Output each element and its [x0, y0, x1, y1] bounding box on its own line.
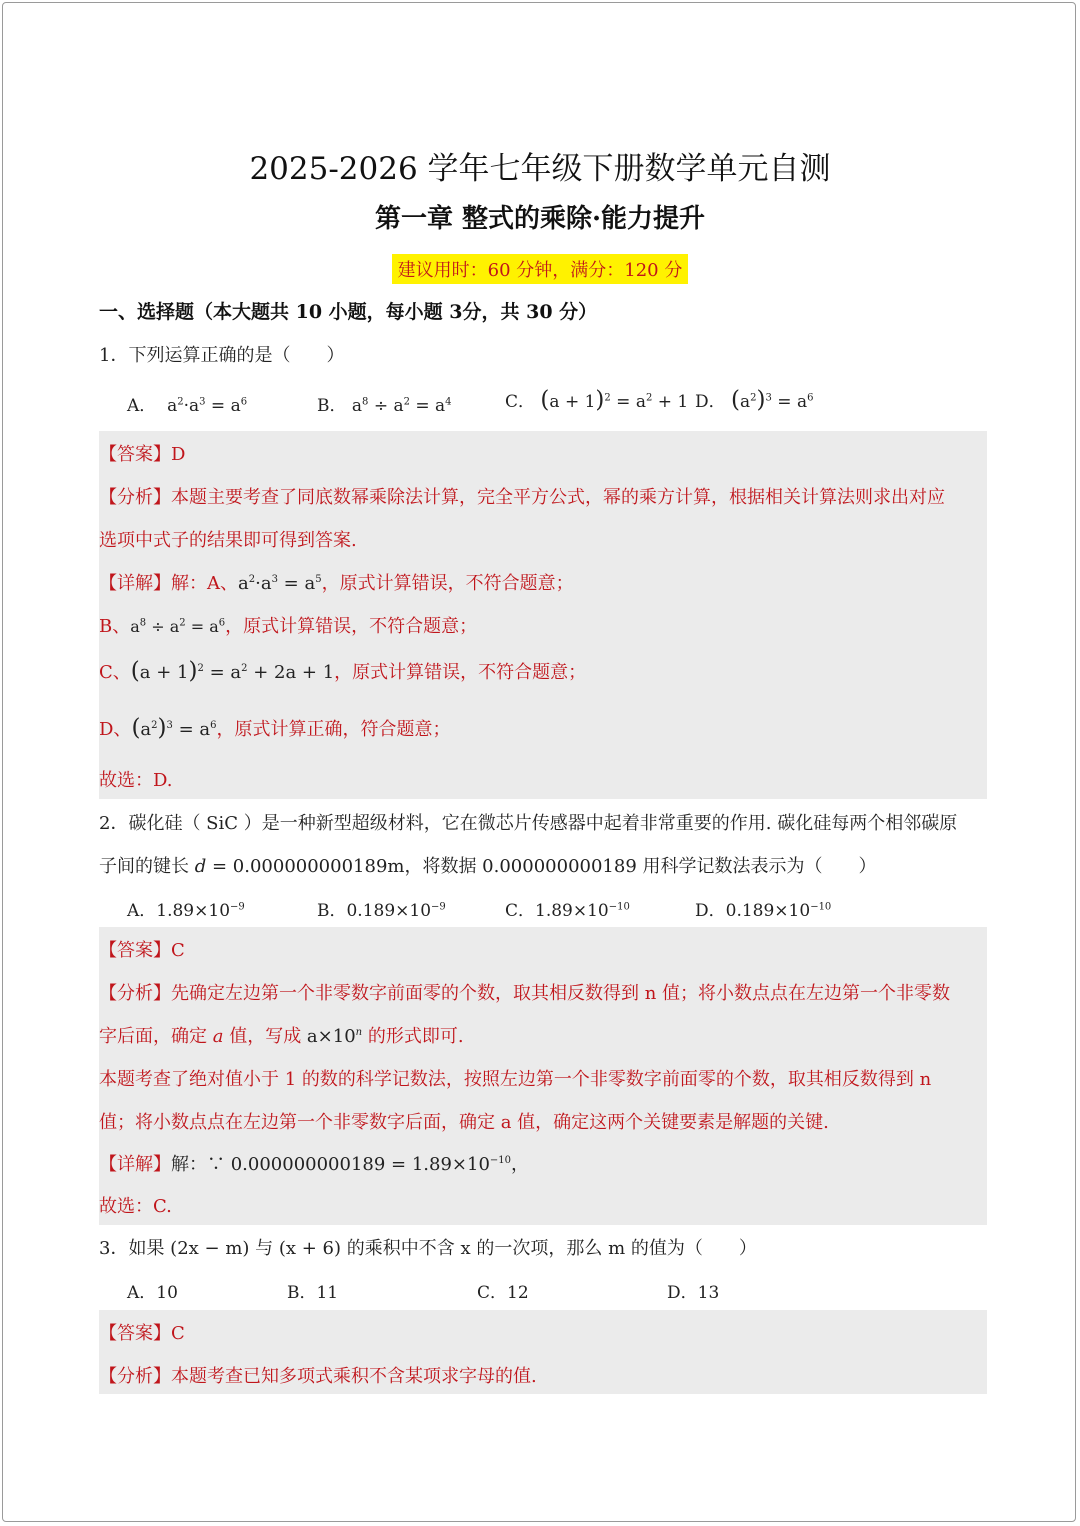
q3-option-c: C．12 [477, 1283, 529, 1303]
section-heading: 一、选择题（本大题共 10 小题，每小题 3分，共 30 分） [99, 301, 598, 323]
exam-page [2, 2, 1076, 1522]
q1-option-d-formula: $(a^2)^3 = a^6$ [731, 387, 814, 413]
q1-option-d [695, 387, 813, 413]
q2-choose: 故选：C. [99, 1196, 172, 1217]
q1-detail-a-prefix: 解：A、 [171, 573, 238, 594]
q2-analysis-line-1 [99, 979, 950, 1005]
q1-option-a-formula: $a^2\cdot a^3 = a^6$ [161, 396, 248, 416]
q1-option-b-formula: $a^8 \div a^2 = a^4$ [351, 396, 452, 416]
q2-form [307, 1026, 362, 1047]
q2-answer: 【答案】C [99, 940, 185, 961]
q3-option-b: B．11 [287, 1283, 339, 1303]
q2-option-b-exp: −9 [431, 901, 446, 913]
q3-analysis [99, 1362, 537, 1388]
q1-stem: 1．下列运算正确的是（ ） [99, 345, 345, 366]
q2-stem-line-2 [99, 852, 877, 878]
q3-answer: 【答案】C [99, 1323, 185, 1344]
q1-detail-c-prefix: C、 [99, 662, 131, 683]
q2-stem-2b: = 0.000000000189m，将数据 0.000000000189 用科学记数法表示为（ ） [206, 856, 877, 877]
q3-option-d: D．13 [667, 1283, 720, 1303]
q2-option-a [127, 896, 245, 921]
q2-option-c-text: C．1.89×10 [505, 901, 609, 921]
q3-analysis-tag: 【分析】 [99, 1366, 171, 1387]
q2-option-a-text: A．1.89×10 [127, 901, 231, 921]
q1-detail-c [99, 658, 586, 684]
q3-option-a: A．10 [127, 1283, 178, 1303]
q1-option-a-label: A． [127, 396, 157, 416]
q1-detail-a [99, 569, 574, 595]
q2-detail-tag: 【详解】 [99, 1154, 171, 1175]
q1-answer: 【答案】D [99, 444, 186, 465]
q2-analysis-2c: 的形式即可. [362, 1026, 464, 1047]
q1-detail-d-prefix: D、 [99, 719, 132, 740]
q3-stem: 3．如果 (2x − m) 与 (x + 6) 的乘积中不含 x 的一次项，那么 m 的值为（ ） [99, 1238, 757, 1259]
q1-detail-d-note: ，原式计算正确，符合题意； [216, 719, 451, 740]
q1-option-c-formula: $(a + 1)^2 = a^2 + 1$ [540, 387, 689, 413]
q2-detail-exp: −10 [489, 1155, 512, 1166]
q2-option-d [695, 896, 831, 921]
q1-detail-a-formula: $a^2\cdot a^3 = a^5$ [238, 573, 322, 594]
q1-detail-d-formula: $(a^2)^3 = a^6$ [131, 715, 217, 741]
q1-analysis-text-1: 本题主要考查了同底数幂乘除法计算，完全平方公式，幂的乘方计算，根据相关计算法则求出对应 [171, 487, 945, 508]
q1-detail-c-formula: $(a + 1)^2 = a^2 + 2a + 1$ [130, 658, 335, 684]
q2-note-line-1: 本题考查了绝对值小于 1 的数的科学记数法，按照左边第一个非零数字前面零的个数，取其相反数得到 n [99, 1069, 932, 1090]
q2-detail-formula [171, 1154, 529, 1175]
time-note: 建议用时：60 分钟，满分：120 分 [392, 254, 689, 284]
q2-note-line-2: 值；将小数点点在左边第一个非零数字后面，确定 a 值，确定这两个关键要素是解题的关键. [99, 1112, 829, 1133]
q1-detail-c-note: ，原式计算错误，不符合题意； [334, 662, 587, 683]
q2-option-b [317, 896, 446, 921]
q2-stem-line-1: 2．碳化硅（ SiC ）是一种新型超级材料，它在微芯片传感器中起着非常重要的作用. 碳化硅每两个相邻碳原 [99, 813, 958, 834]
q1-option-d-label: D． [695, 392, 726, 412]
q1-option-c [505, 387, 688, 413]
q1-detail-tag: 【详解】 [99, 573, 171, 594]
q1-analysis-line-2: 选项中式子的结果即可得到答案. [99, 530, 357, 551]
q3-analysis-text: 本题考查已知多项式乘积不含某项求字母的值. [171, 1366, 537, 1387]
q2-var-d: d [194, 856, 207, 877]
q1-option-b [317, 391, 452, 416]
q1-analysis-tag: 【分析】 [99, 487, 171, 508]
q1-detail-b-note: ，原式计算错误，不符合题意； [225, 616, 478, 637]
q2-detail [99, 1150, 529, 1176]
q2-option-b-text: B．0.189×10 [317, 901, 432, 921]
q2-analysis-tag: 【分析】 [99, 983, 171, 1004]
q1-option-a [127, 391, 247, 416]
q2-detail-end: ， [511, 1154, 530, 1175]
q2-analysis-2a: 字后面，确定 [99, 1026, 213, 1047]
time-note-wrap [3, 254, 1077, 284]
doc-title: 2025-2026 学年七年级下册数学单元自测 [249, 151, 831, 187]
q2-analysis-line-2 [99, 1022, 464, 1048]
doc-subtitle: 第一章 整式的乘除·能力提升 [374, 204, 706, 234]
q1-detail-d [99, 715, 451, 741]
q2-option-a-exp: −9 [230, 901, 245, 913]
q1-detail-a-note: ，原式计算错误，不符合题意； [321, 573, 574, 594]
q2-var-a: a [212, 1026, 224, 1047]
q2-detail-text: 解：∵ 0.000000000189 = 1.89×10 [171, 1154, 490, 1175]
q1-option-b-label: B． [317, 396, 347, 416]
q1-analysis-line-1 [99, 483, 945, 509]
q1-choose: 故选：D. [99, 770, 173, 791]
q2-option-d-text: D．0.189×10 [695, 901, 811, 921]
q2-analysis-text-1: 先确定左边第一个非零数字前面零的个数，取其相反数得到 n 值；将小数点点在左边第一个非零数 [171, 983, 951, 1004]
q2-analysis-2b: 值，写成 [223, 1026, 307, 1047]
q2-form-exp: n [355, 1027, 363, 1038]
q2-form-base: a×10 [306, 1026, 356, 1047]
q2-option-d-exp: −10 [810, 901, 832, 913]
q2-option-c [505, 896, 630, 921]
q1-detail-b [99, 612, 477, 638]
q2-stem-2a: 子间的键长 [99, 856, 195, 877]
q2-option-c-exp: −10 [608, 901, 630, 913]
q1-option-c-label: C． [505, 392, 536, 412]
q1-detail-b-formula: $a^8 \div a^2 = a^6$ [130, 617, 226, 636]
q1-detail-b-prefix: B、 [99, 616, 131, 637]
